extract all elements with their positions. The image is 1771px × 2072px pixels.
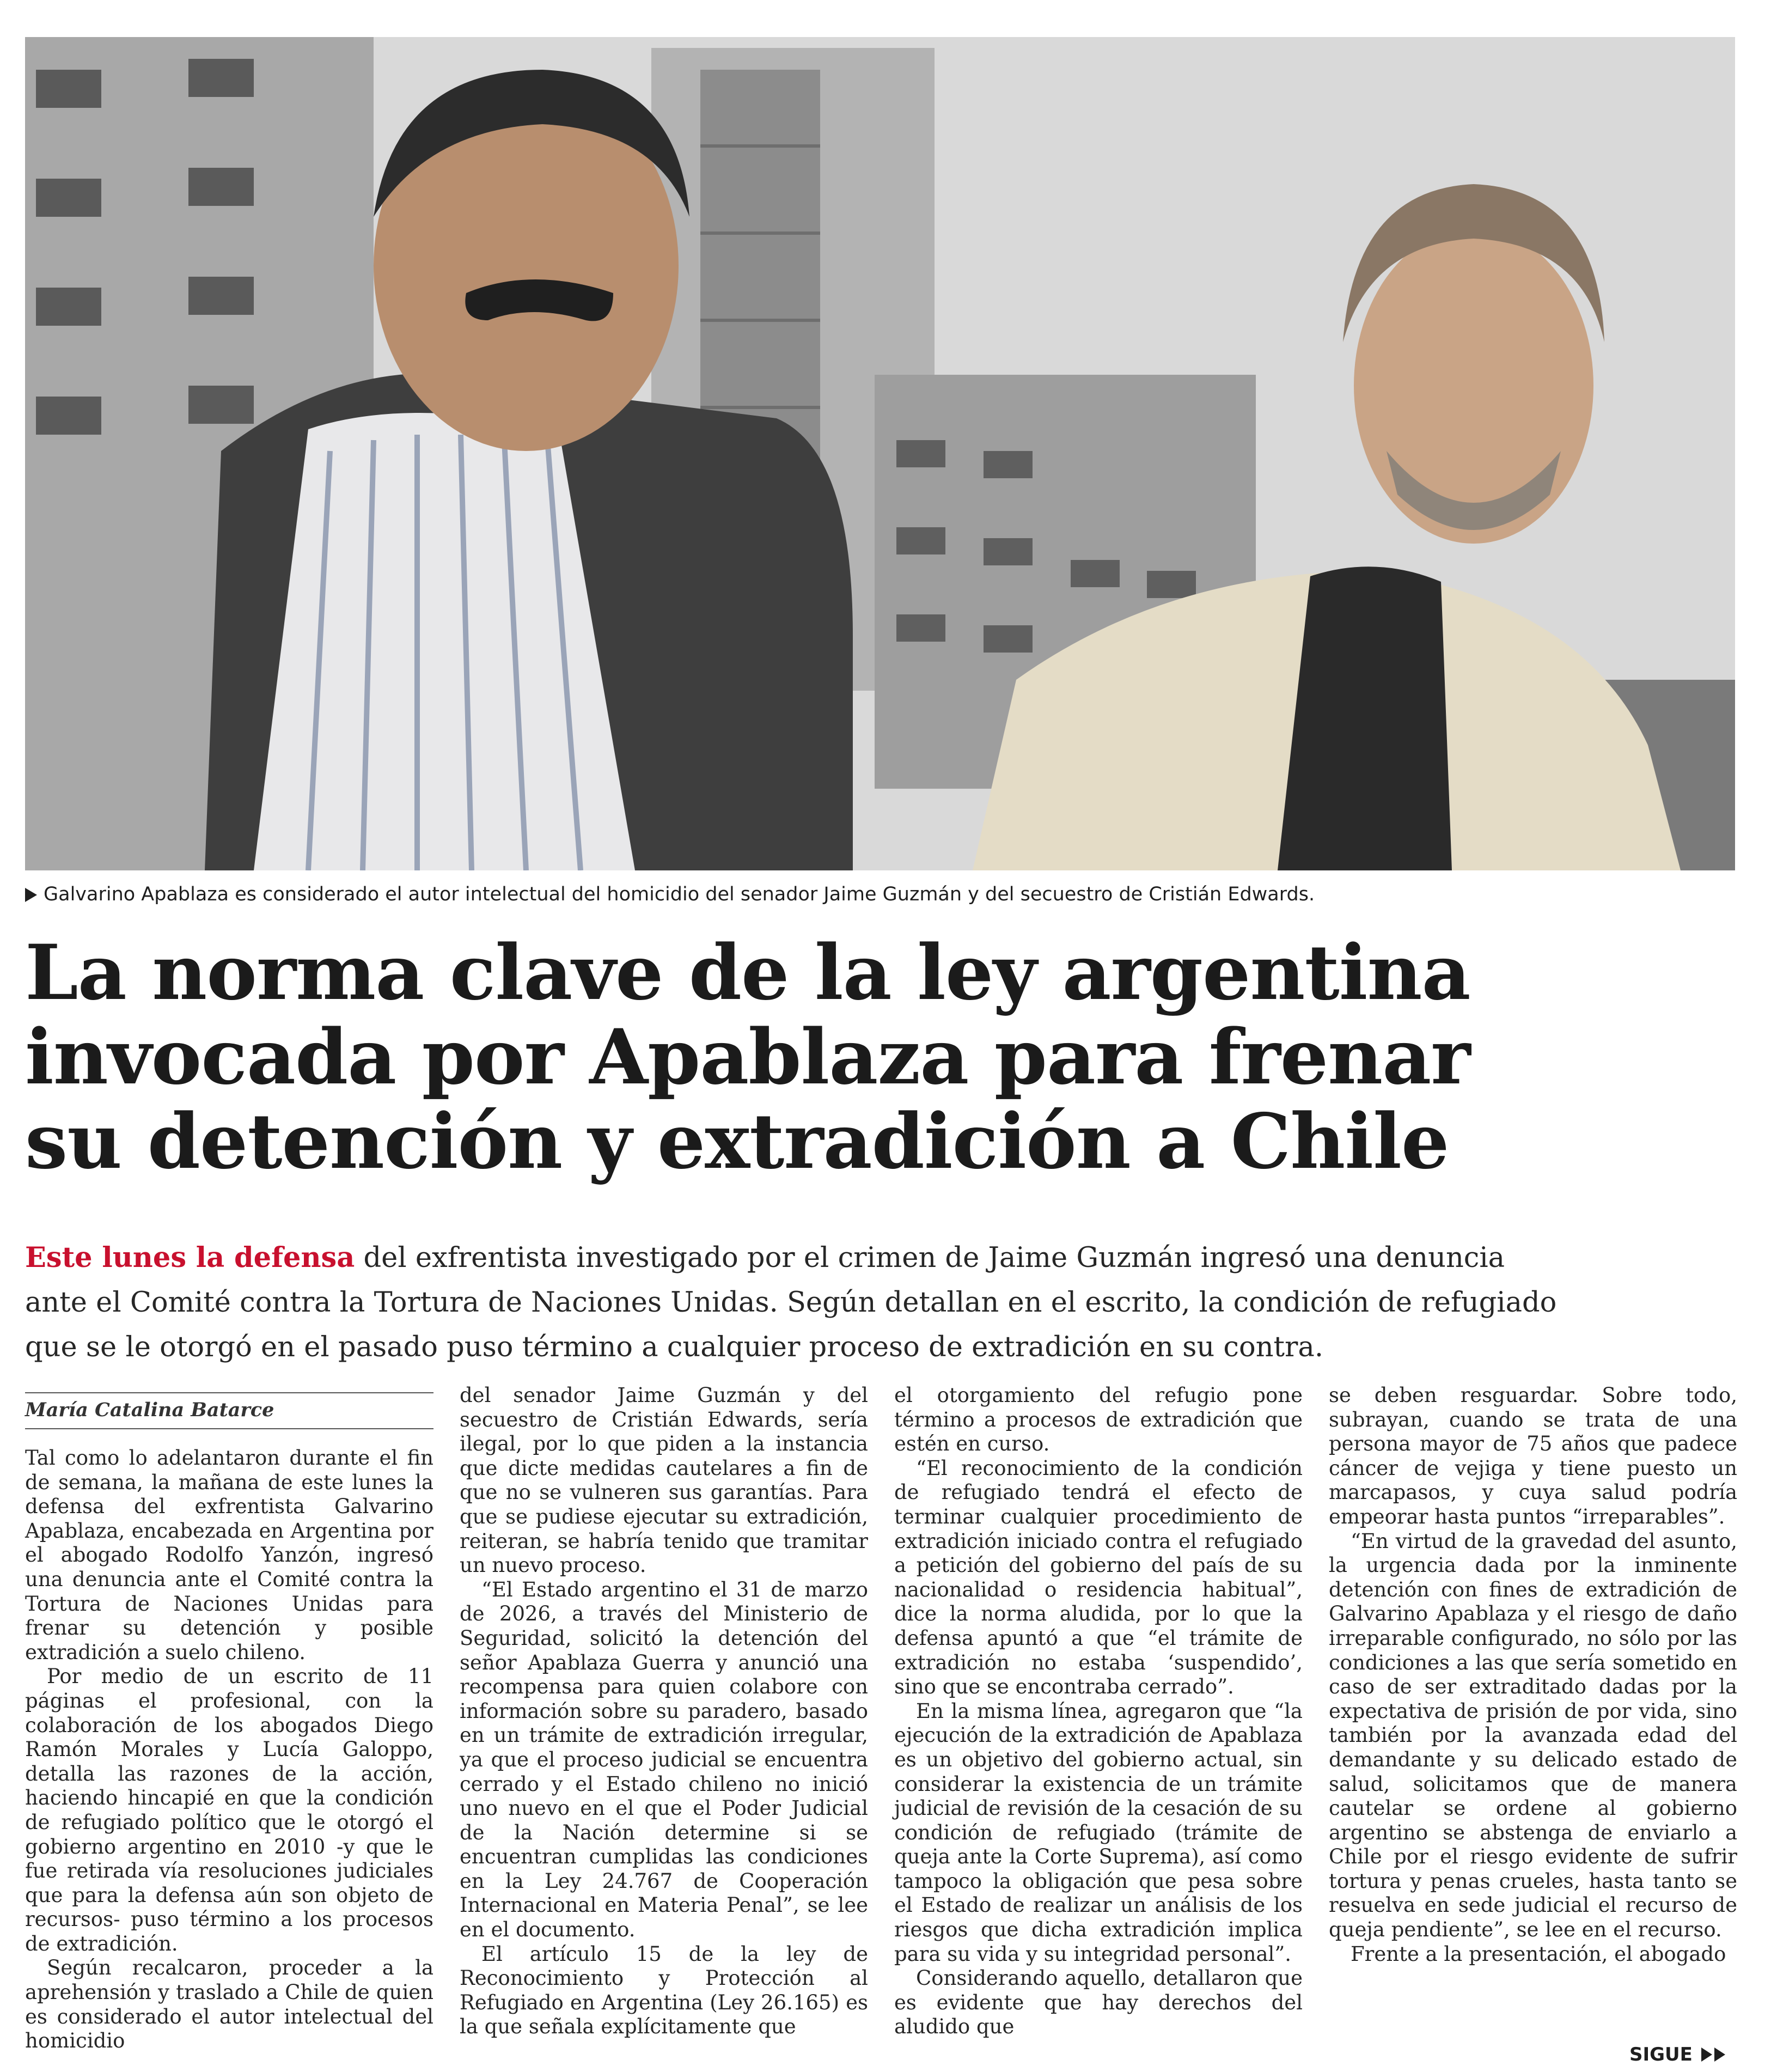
- byline-rule-top: [25, 1392, 433, 1393]
- caption-text: Galvarino Apablaza es considerado el autor intelectual del homicidio del senador Jaime Guzmán y del secuestro de Cristián Edwards.: [44, 883, 1315, 905]
- news-photo: [25, 37, 1735, 870]
- headline: [25, 930, 1746, 1184]
- lead-line-1-rest: del exfrentista investigado por el crimen de Jaime Guzmán ingresó una denuncia: [355, 1242, 1505, 1274]
- body-column-4: [1329, 1384, 1737, 1966]
- double-arrow-icon: [1699, 2044, 1725, 2068]
- paragraph: “El Estado argentino el 31 de marzo de 2026, a través del Ministerio de Seguridad, solicitó la detención del señor Apablaza Guerra y anunció una recompensa para quien colabore con información sobre su paradero, basado en un trámite de extradición irregular, ya que el proceso judicial se encuentra cerrado y el Estado chileno no inició uno nuevo en el que el Poder Judicial de la Nación determine si se encuentran cumplidas las condiciones en la Ley 24.767 de Cooperación Internacional en Materia Penal”, se lee en el documento.: [460, 1577, 868, 1942]
- body-column-2: [460, 1384, 868, 2039]
- paragraph: Considerando aquello, detallaron que es evidente que hay derechos del aludido que: [894, 1966, 1303, 2039]
- body-column-1: [25, 1446, 433, 2053]
- paragraph: Según recalcaron, proceder a la aprehensión y traslado a Chile de quien es considerado el autor intelectual del homicidio: [25, 1956, 433, 2053]
- lead-paragraph: [25, 1235, 1746, 1370]
- caption-triangle-icon: [25, 888, 37, 902]
- paragraph: Por medio de un escrito de 11 páginas el profesional, con la colaboración de los abogados Diego Ramón Morales y Lucía Galoppo, detalla las razones de la acción, haciendo hincapié en que la condición de refugiado político que le otorgó el gobierno argentino en 2010 -y que le fue retirada vía resoluciones judiciales que para la defensa aún son objeto de recursos- puso término a los procesos de extradición.: [25, 1665, 433, 1955]
- lead-highlight: Este lunes la defensa: [25, 1241, 355, 1274]
- photo-illustration: [25, 37, 1735, 870]
- headline-line-3: su detención y extradición a Chile: [25, 1096, 1449, 1186]
- continue-marker: [1629, 2043, 1738, 2067]
- photo-caption: [25, 878, 1746, 911]
- lead-line-3: que se le otorgó en el pasado puso término a cualquier proceso de extradición en su contra.: [25, 1331, 1324, 1363]
- paragraph: del senador Jaime Guzmán y del secuestro de Cristián Edwards, sería ilegal, por lo que piden a la instancia que dicte medidas cautelares a fin de que no se vulneren sus garantías. Para que se pudiese ejecutar su extradición, reiteran, se habría tenido que tramitar un nuevo proceso.: [460, 1384, 868, 1577]
- paragraph: el otorgamiento del refugio pone término a procesos de extradición que estén en curso.: [894, 1384, 1303, 1456]
- paragraph: En la misma línea, agregaron que “la ejecución de la extradición de Apablaza es un objetivo del gobierno actual, sin considerar la existencia de un trámite judicial de revisión de la cesación de su condición de refugiado (trámite de queja ante la Corte Suprema), así como tampoco la obligación que pesa sobre el Estado de realizar un análisis de los riesgos que dicha extradición implica para su vida y su integridad personal”.: [894, 1699, 1303, 1966]
- body-column-3: [894, 1384, 1303, 2039]
- paragraph: El artículo 15 de la ley de Reconocimiento y Protección al Refugiado en Argentina (Ley 26.165) es la que señala explícitamente que: [460, 1942, 868, 2039]
- paragraph: Tal como lo adelantaron durante el fin de semana, la mañana de este lunes la defensa del exfrentista Galvarino Apablaza, encabezada en Argentina por el abogado Rodolfo Yanzón, ingresó una denuncia ante el Comité contra la Tortura de Naciones Unidas para frenar su detención y posible extradición a suelo chileno.: [25, 1446, 433, 1664]
- byline: María Catalina Batarce: [25, 1399, 274, 1421]
- headline-line-2: invocada por Apablaza para frenar: [25, 1012, 1470, 1101]
- paragraph: “El reconocimiento de la condición de refugiado tendrá el efecto de terminar cualquier procedimiento de extradición iniciado contra el refugiado a petición del gobierno del país de su nacionalidad o residencia habitual”, dice la norma aludida, por lo que la defensa apuntó a que “el trámite de extradición no estaba ‘suspendido’, sino que se encontraba cerrado”.: [894, 1456, 1303, 1699]
- paragraph: Frente a la presentación, el abogado: [1351, 1942, 1726, 1966]
- lead-line-1: [25, 1235, 1746, 1281]
- headline-line-1: La norma clave de la ley argentina: [25, 928, 1470, 1017]
- paragraph: “En virtud de la gravedad del asunto, la urgencia dada por la inminente detención con fines de extradición de Galvarino Apablaza y el riesgo de daño irreparable configurado, no sólo por las condiciones a las que sería sometido en caso de ser extraditado dadas por la expectativa de prisión de por vida, sino también por la avanzada edad del demandante y su delicado estado de salud, solicitamos que de manera cautelar se ordene al gobierno argentino se abstenga de enviarlo a Chile por el riesgo evidente de sufrir tortura y penas crueles, hasta tanto se resuelva en sede judicial el recurso de queja pendiente”, se lee en el recurso.: [1329, 1529, 1737, 1942]
- continue-label: SIGUE: [1629, 2044, 1693, 2065]
- paragraph: se deben resguardar. Sobre todo, subrayan, cuando se trata de una persona mayor de 75 años que padece cáncer de vejiga y tiene puesto un marcapasos, y cuya salud podría empeorar hasta puntos “irreparables”.: [1329, 1384, 1737, 1528]
- lead-line-2: ante el Comité contra la Tortura de Naciones Unidas. Según detallan en el escrito, la condición de refugiado: [25, 1287, 1557, 1319]
- byline-rule-bottom: [25, 1428, 433, 1429]
